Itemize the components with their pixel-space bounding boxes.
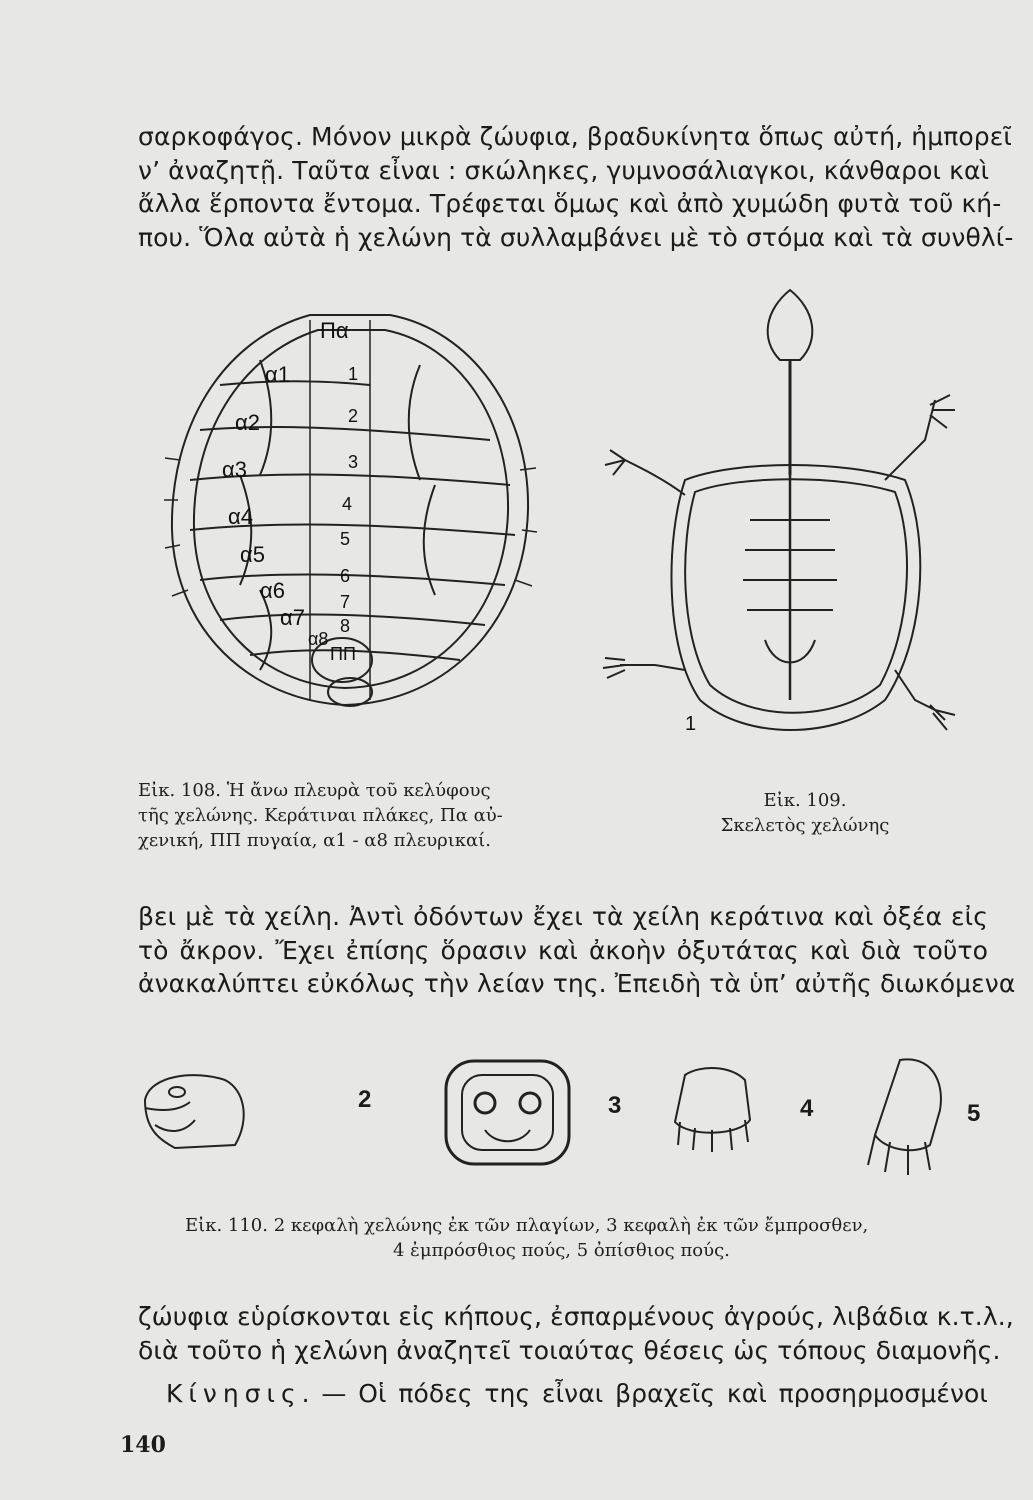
- caption-figure-110: [185, 1213, 868, 1263]
- figure-110-front-foot: [660, 1060, 760, 1155]
- caption-line: Σκελετὸς χελώνης: [720, 815, 890, 836]
- label-a1: α1: [265, 362, 290, 387]
- text-line: τὸ ἄκρον. Ἔχει ἐπίσης ὅρασιν καὶ ἀκοὴν ὀξυτάτας καὶ διὰ τοῦτο: [138, 935, 988, 965]
- figure-110-number-3: 3: [608, 1092, 622, 1119]
- caption-line: Εἰκ. 108. Ἡ ἄνω πλευρὰ τοῦ κελύφους: [138, 780, 491, 801]
- paragraph-last: [166, 1377, 988, 1411]
- text-line: βει μὲ τὰ χείλη. Ἀντὶ ὀδόντων ἔχει τὰ χείλη κεράτινα καὶ ὀξέα εἰς: [138, 902, 988, 931]
- label-7: 7: [340, 592, 351, 612]
- label-5: 5: [340, 529, 351, 549]
- label-a7: α7: [280, 605, 305, 630]
- paragraph-heading: Κίνησις: [166, 1379, 302, 1408]
- paragraph-top: [138, 120, 1014, 254]
- figure-110-number-2: 2: [358, 1086, 372, 1113]
- caption-line: τῆς χελώνης. Κεράτιναι πλάκες, Πα αὐ-: [138, 805, 503, 826]
- figure-110-number-4: 4: [800, 1095, 814, 1122]
- text-line: ζώυφια εὑρίσκονται εἰς κήπους, ἐσπαρμένους ἀγρούς, λιβάδια κ.τ.λ.,: [138, 1302, 1014, 1331]
- caption-line: χενική, ΠΠ πυγαία, α1 - α8 πλευρικαί.: [138, 830, 491, 851]
- paragraph-middle: [138, 900, 1016, 1001]
- label-pp: ΠΠ: [330, 644, 356, 664]
- label-2: 2: [348, 406, 359, 426]
- caption-line: 4 ἐμπρόσθιος πούς, 5 ὀπίσθιος πούς.: [393, 1240, 730, 1261]
- label-3: 3: [348, 452, 359, 472]
- text-line: ν’ ἀναζητῇ. Ταῦτα εἶναι : σκώληκες, γυμνοσάλιαγκοι, κάνθαροι καὶ: [138, 155, 990, 185]
- page-number: 140: [120, 1432, 166, 1458]
- label-6: 6: [340, 566, 351, 586]
- label-a8: α8: [308, 629, 329, 649]
- figure-108-shell-illustration: [160, 300, 540, 720]
- text-line: διὰ τοῦτο ἡ χελώνη ἀναζητεῖ τοιαύτας θέσεις ὡς τόπους διαμονῆς.: [138, 1335, 1001, 1365]
- text-line: που. Ὅλα αὐτὰ ἡ χελώνη τὰ συλλαμβάνει μὲ τὸ στόμα καὶ τὰ συνθλί-: [138, 222, 1014, 252]
- label-a3: α3: [222, 457, 247, 482]
- figure-109-skeleton-illustration: [585, 280, 965, 750]
- figure-110-head-side: [135, 1060, 255, 1155]
- figure-110-hind-foot: [860, 1050, 955, 1180]
- caption-line: Εἰκ. 110. 2 κεφαλὴ χελώνης ἐκ τῶν πλαγίων, 3 κεφαλὴ ἐκ τῶν ἔμπροσθεν,: [185, 1215, 869, 1236]
- label-a4: α4: [228, 504, 253, 529]
- text-line: ἄλλα ἕρποντα ἔντομα. Τρέφεται ὅμως καὶ ἀπὸ χυμώδη φυτὰ τοῦ κή-: [138, 189, 1002, 218]
- figure-110-number-5: 5: [967, 1100, 981, 1127]
- label-4: 4: [342, 494, 353, 514]
- figure-110-head-front: [440, 1055, 575, 1170]
- label-a5: α5: [240, 542, 265, 567]
- label-1: 1: [348, 364, 359, 384]
- caption-figure-108: [138, 778, 503, 853]
- text-line: [166, 1377, 988, 1411]
- label-pa: Πα: [320, 318, 349, 343]
- paragraph-text: . — Οἱ πόδες της εἶναι βραχεῖς καὶ προσηρμοσμένοι: [301, 1379, 988, 1408]
- paragraph-bottom: [138, 1300, 1014, 1367]
- figure-109-number: 1: [685, 713, 697, 735]
- caption-figure-109: [705, 788, 905, 838]
- caption-line: Εἰκ. 109.: [763, 790, 847, 811]
- label-a2: α2: [235, 410, 260, 435]
- label-a6: α6: [260, 578, 285, 603]
- text-line: σαρκοφάγος. Μόνον μικρὰ ζώυφια, βραδυκίνητα ὅπως αὐτή, ἠμπορεῖ: [138, 122, 1012, 151]
- text-line: ἀνακαλύπτει εὐκόλως τὴν λείαν της. Ἐπειδὴ τὰ ὑπ’ αὐτῆς διωκόμενα: [138, 969, 1016, 998]
- label-8: 8: [340, 616, 351, 636]
